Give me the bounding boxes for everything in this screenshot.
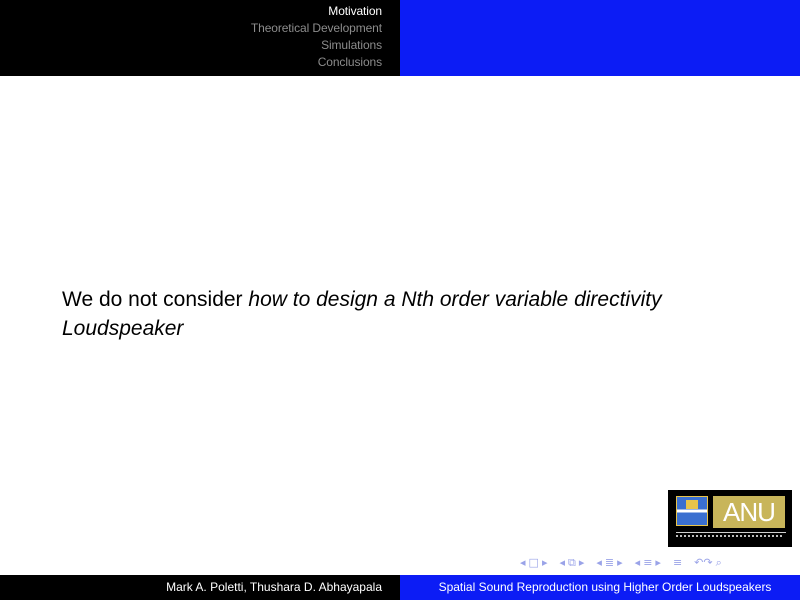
nav-left-icon[interactable]: ◂ [634,556,641,569]
nav-right-icon[interactable]: ▸ [541,556,548,569]
footer-title: Spatial Sound Reproduction using Higher Order Loudspeakers [400,575,800,600]
slide-body-text [62,285,722,343]
body-text-italic: how to design a Nth order variable directivity Loudspeaker [62,288,662,340]
crest-icon [676,496,708,526]
navigation-symbols [520,556,722,570]
footer-bar [0,575,800,600]
logo-wordmark: ANU [713,496,785,528]
subsection-icon[interactable]: ⧉ [568,556,576,569]
nav-right-icon[interactable]: ▸ [617,556,623,569]
section-navigation [0,0,400,76]
document-icon[interactable]: ≡ [643,556,653,569]
nav-motivation[interactable]: Motivation [328,4,382,18]
nav-simulations[interactable]: Simulations [321,38,382,52]
footer-authors: Mark A. Poletti, Thushara D. Abhayapala [0,575,400,600]
nav-theoretical-development[interactable]: Theoretical Development [250,21,382,35]
anu-logo [668,490,792,547]
header-bar [0,0,800,76]
nav-left-icon[interactable]: ◂ [559,556,565,569]
section-icon[interactable]: ≣ [604,556,615,569]
search-icon[interactable]: ⌕ [715,556,722,569]
header-right-panel [400,0,800,76]
logo-tagline-decoration [676,532,786,536]
body-text-plain: We do not consider [62,288,249,311]
appendix-icon[interactable]: ≡ [672,556,683,569]
nav-left-icon[interactable]: ◂ [596,556,602,569]
nav-right-icon[interactable]: ▸ [655,556,661,569]
nav-conclusions[interactable]: Conclusions [317,55,382,69]
nav-right-icon[interactable]: ▸ [578,556,585,569]
nav-left-icon[interactable]: ◂ [520,556,526,569]
back-forward-icon[interactable]: ↶↷ [694,556,713,569]
frame-icon[interactable]: □ [528,556,539,569]
